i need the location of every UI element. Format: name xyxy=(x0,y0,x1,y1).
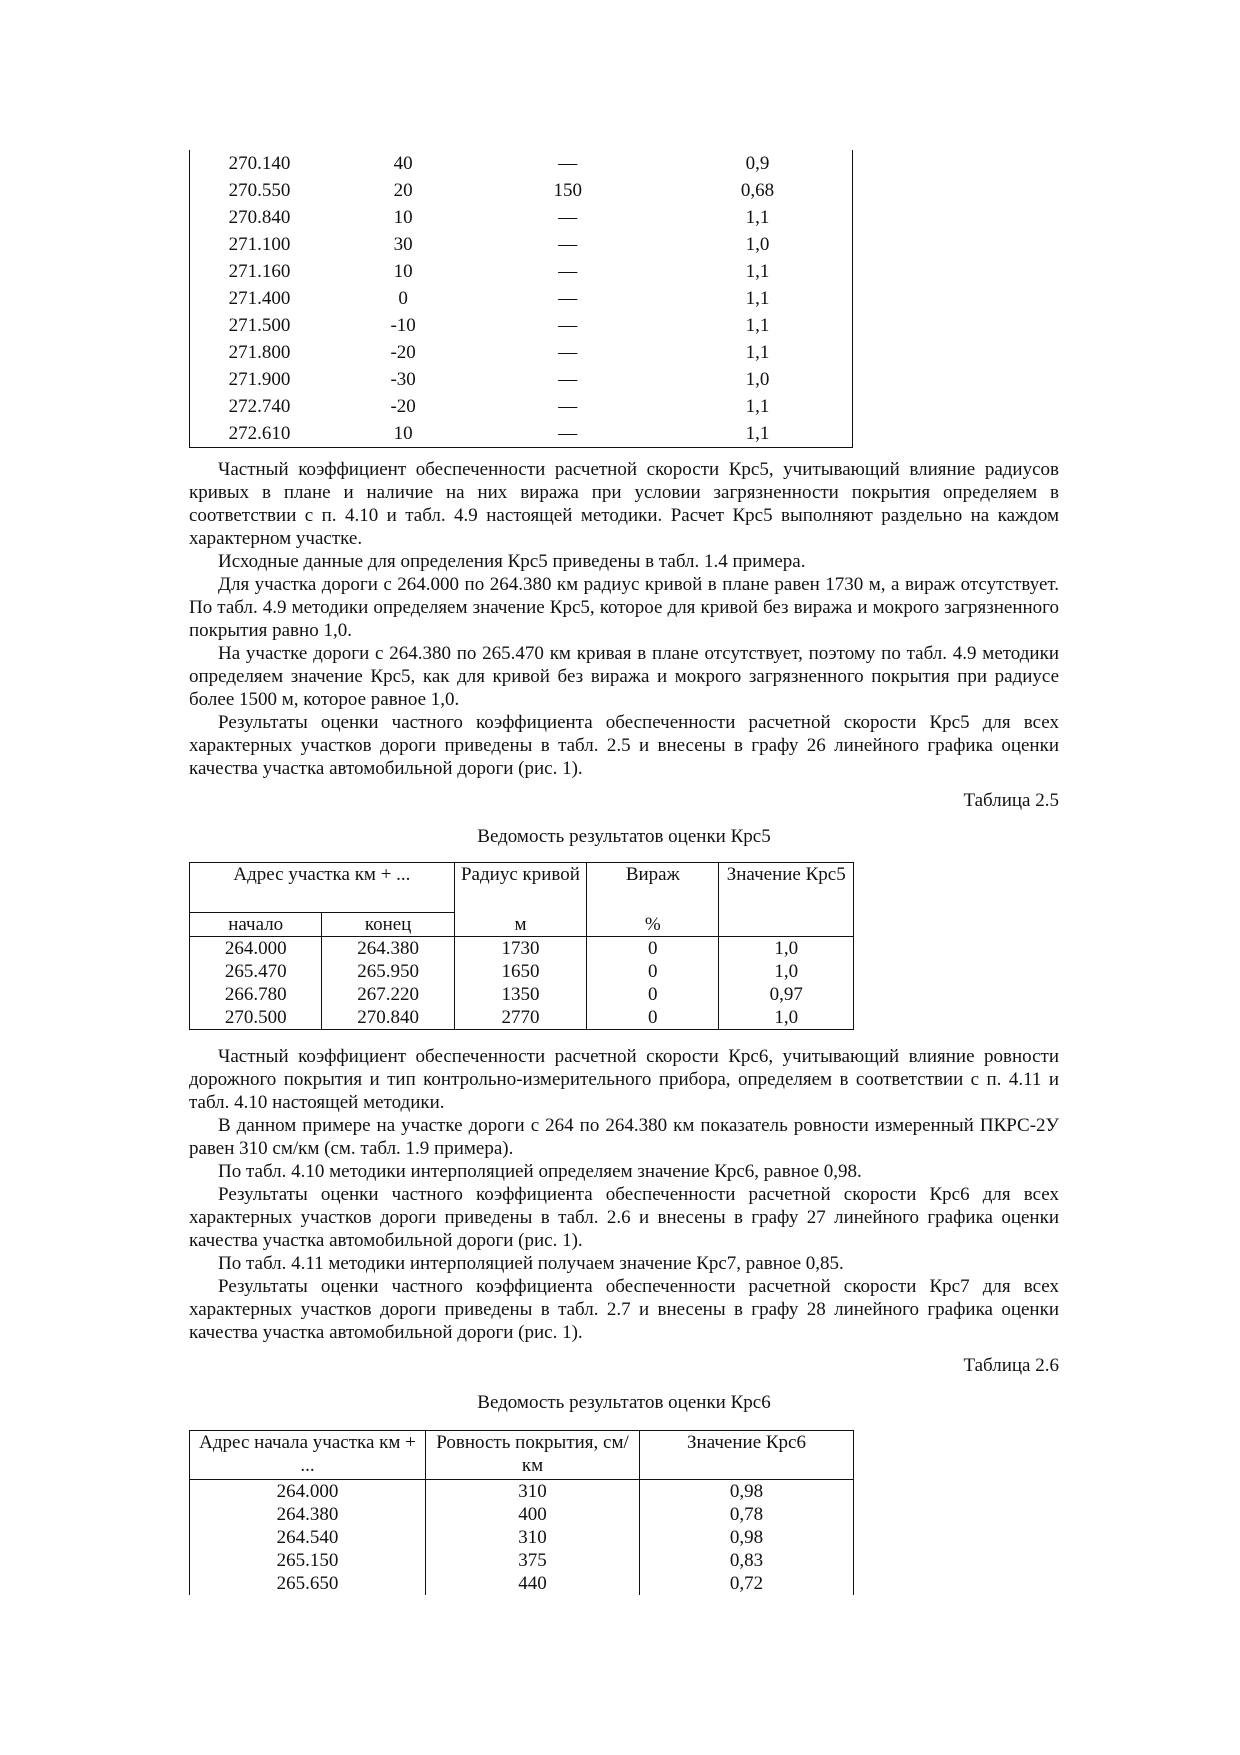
paragraph: Для участка дороги с 264.000 по 264.380 км радиус кривой в плане равен 1730 м, а вираж отсутствует. По табл. 4.9 методики определяем значение Крс5, которое для кривой без виража и мокрого загрязненного покрытия равно 1,0. xyxy=(189,574,1059,641)
table-cell: — xyxy=(558,396,578,417)
table-cell: — xyxy=(558,288,578,309)
table25-caption: Ведомость результатов оценки Крс5 xyxy=(477,826,771,847)
table25-label: Таблица 2.5 xyxy=(963,790,1059,811)
table-cell: 1,1 xyxy=(663,393,852,420)
header-virazh: Вираж xyxy=(587,863,719,913)
text-block-krs6 xyxy=(189,1045,1059,1344)
table-cell: 271.400 xyxy=(190,285,334,312)
table-cell: 20 xyxy=(393,180,413,201)
table-cell: — xyxy=(558,207,578,228)
table-cell: 0 xyxy=(587,937,719,961)
table-cell: 264.380 xyxy=(190,1503,426,1526)
table-cell: 0,78 xyxy=(640,1503,854,1526)
table-cell: 10 xyxy=(393,207,413,228)
table-row xyxy=(190,937,854,961)
table-cell: 1,0 xyxy=(663,366,852,393)
table-row xyxy=(190,420,853,448)
table-cell: -10 xyxy=(390,315,416,336)
table-cell: 375 xyxy=(426,1549,640,1572)
header-unit-m: м xyxy=(454,913,586,937)
paragraph: Результаты оценки частного коэффициента обеспеченности расчетной скорости Крс6 для всех характерных участков дороги приведены в табл. 2.6 и внесены в графу 27 линейного графика оценки качества участка автомобильной дороги (рис. 1). xyxy=(189,1184,1059,1251)
table-cell: — xyxy=(558,369,578,390)
table-cell: 2770 xyxy=(454,1006,586,1030)
table-row xyxy=(190,285,853,312)
table-cell: 310 xyxy=(426,1526,640,1549)
table-cell: 1,1 xyxy=(663,339,852,366)
table-cell: 150 xyxy=(553,180,582,201)
table-cell: — xyxy=(558,153,578,174)
table-cell: 267.220 xyxy=(322,983,454,1006)
header-value: Значение Крс6 xyxy=(640,1431,854,1480)
paragraph: Частный коэффициент обеспеченности расчетной скорости Крс5, учитывающий влияние радиусов кривых в плане и наличие на них виража при условии загрязненности покрытия определяем в соответствии с п. 4.10 и табл. 4.9 настоящей методики. Расчет Крс5 выполняют раздельно на каждом характерном участке. xyxy=(189,459,1059,549)
table-cell: 0,83 xyxy=(640,1549,854,1572)
table-cell: 270.550 xyxy=(190,177,334,204)
table-row xyxy=(190,231,853,258)
table-row xyxy=(190,339,853,366)
table-cell: 265.150 xyxy=(190,1549,426,1572)
table-cell: 30 xyxy=(393,234,413,255)
header-evenness: Ровность покрытия, см/км xyxy=(426,1431,640,1480)
table-row xyxy=(190,366,853,393)
header-end: конец xyxy=(322,913,454,937)
table-cell: 271.900 xyxy=(190,366,334,393)
table-row xyxy=(190,150,853,177)
paragraph: По табл. 4.10 методики интерполяцией определяем значение Крс6, равное 0,98. xyxy=(218,1161,862,1182)
table-row xyxy=(190,1572,854,1595)
table-cell: 265.470 xyxy=(190,960,322,983)
paragraph: На участке дороги с 264.380 по 265.470 км кривая в плане отсутствует, поэтому по табл. 4.9 методики определяем значение Крс5, как для кривой без виража и мокрого загрязненного покрытия при радиусе более 1500 м, которое равное 1,0. xyxy=(189,643,1059,710)
table-cell: 1,1 xyxy=(663,258,852,285)
table-cell: 264.380 xyxy=(322,937,454,961)
paragraph: Результаты оценки частного коэффициента обеспеченности расчетной скорости Крс7 для всех характерных участков дороги приведены в табл. 2.7 и внесены в графу 28 линейного графика оценки качества участка автомобильной дороги (рис. 1). xyxy=(189,1276,1059,1343)
table-cell: 440 xyxy=(426,1572,640,1595)
table-cell: 264.000 xyxy=(190,937,322,961)
table-continuation-body xyxy=(190,150,853,448)
table-cell: 271.160 xyxy=(190,258,334,285)
table-cell: 1730 xyxy=(454,937,586,961)
table-row xyxy=(190,177,853,204)
table-cell: 400 xyxy=(426,1503,640,1526)
table-row xyxy=(190,960,854,983)
paragraph: В данном примере на участке дороги с 264 по 264.380 км показатель ровности измеренный ПКРС-2У равен 310 см/км (см. табл. 1.9 примера). xyxy=(189,1115,1059,1159)
table-cell: 1,0 xyxy=(663,231,852,258)
table-cell: 1,1 xyxy=(663,204,852,231)
table-cell: 1650 xyxy=(454,960,586,983)
table-row xyxy=(190,393,853,420)
table-cell: 266.780 xyxy=(190,983,322,1006)
table-cell: 1,0 xyxy=(719,960,854,983)
table-header-row xyxy=(190,863,854,913)
table-cell: 0 xyxy=(587,960,719,983)
table-cell: 264.540 xyxy=(190,1526,426,1549)
table-cell: 271.500 xyxy=(190,312,334,339)
table-cell: -30 xyxy=(390,369,416,390)
table-cell: 1,1 xyxy=(663,285,852,312)
text-block-krs5 xyxy=(189,458,1059,780)
table-row xyxy=(190,204,853,231)
table-cell: 1,0 xyxy=(719,1006,854,1030)
table26-caption: Ведомость результатов оценки Крс6 xyxy=(477,1392,771,1413)
table-cell: 272.610 xyxy=(190,420,334,448)
table-row xyxy=(190,1549,854,1572)
table-row xyxy=(190,1526,854,1549)
table-cell: — xyxy=(558,234,578,255)
table-cell: 270.840 xyxy=(190,204,334,231)
table-cell: 1350 xyxy=(454,983,586,1006)
table-cell: 271.800 xyxy=(190,339,334,366)
table-cell: -20 xyxy=(390,342,416,363)
table-cell: 40 xyxy=(393,153,413,174)
table-cell: 270.140 xyxy=(190,150,334,177)
table-cell: 10 xyxy=(334,420,472,448)
table-cell: 0,9 xyxy=(663,150,852,177)
table-row xyxy=(190,983,854,1006)
table-row xyxy=(190,258,853,285)
paragraph: Частный коэффициент обеспеченности расчетной скорости Крс6, учитывающий влияние ровности дорожного покрытия и тип контрольно-измерительного прибора, определяем в соответствии с п. 4.11 и табл. 4.10 настоящей методики. xyxy=(189,1046,1059,1113)
table-cell: 10 xyxy=(393,261,413,282)
table-krs6 xyxy=(189,1430,854,1595)
table-cell: 0 xyxy=(587,1006,719,1030)
table-cell: 0,72 xyxy=(640,1572,854,1595)
table-header-row xyxy=(190,1431,854,1480)
table-row xyxy=(190,312,853,339)
table-continuation xyxy=(189,150,853,448)
table-cell: 0 xyxy=(398,288,408,309)
table-cell: 270.840 xyxy=(322,1006,454,1030)
paragraph: Исходные данные для определения Крс5 приведены в табл. 1.4 примера. xyxy=(218,551,806,572)
table-cell: 310 xyxy=(426,1480,640,1504)
table-cell: 0,98 xyxy=(640,1480,854,1504)
table-cell: 1,0 xyxy=(719,937,854,961)
table-cell: 265.950 xyxy=(322,960,454,983)
table-cell: 265.650 xyxy=(190,1572,426,1595)
table-row xyxy=(190,1480,854,1504)
table-krs5-body xyxy=(190,863,854,1030)
paragraph: Результаты оценки частного коэффициента обеспеченности расчетной скорости Крс5 для всех характерных участков дороги приведены в табл. 2.5 и внесены в графу 26 линейного графика оценки качества участка автомобильной дороги (рис. 1). xyxy=(189,712,1059,779)
table-cell: 270.500 xyxy=(190,1006,322,1030)
paragraph: По табл. 4.11 методики интерполяцией получаем значение Крс7, равное 0,85. xyxy=(218,1253,844,1274)
table26-label: Таблица 2.6 xyxy=(963,1355,1059,1376)
table-cell: 1,1 xyxy=(663,312,852,339)
table-krs6-body xyxy=(190,1431,854,1596)
header-unit-pct: % xyxy=(587,913,719,937)
header-start: начало xyxy=(190,913,322,937)
table-cell: 264.000 xyxy=(190,1480,426,1504)
table-row xyxy=(190,1503,854,1526)
header-value: Значение Крс5 xyxy=(719,863,854,937)
header-address: Адрес начала участка км + ... xyxy=(190,1431,426,1480)
table-cell: — xyxy=(558,261,578,282)
table-cell: 0,97 xyxy=(719,983,854,1006)
table-cell: 272.740 xyxy=(190,393,334,420)
table-cell: 0 xyxy=(587,983,719,1006)
header-radius: Радиус кривой xyxy=(454,863,586,913)
table-row xyxy=(190,1006,854,1030)
table-cell: — xyxy=(558,315,578,336)
table-cell: — xyxy=(472,420,663,448)
table-cell: 0,68 xyxy=(663,177,852,204)
table-cell: 0,98 xyxy=(640,1526,854,1549)
table-cell: -20 xyxy=(390,396,416,417)
table-cell: — xyxy=(558,342,578,363)
table-cell: 271.100 xyxy=(190,231,334,258)
table-cell: 1,1 xyxy=(663,420,852,448)
header-address: Адрес участка км + ... xyxy=(190,863,455,913)
table-krs5 xyxy=(189,862,854,1030)
